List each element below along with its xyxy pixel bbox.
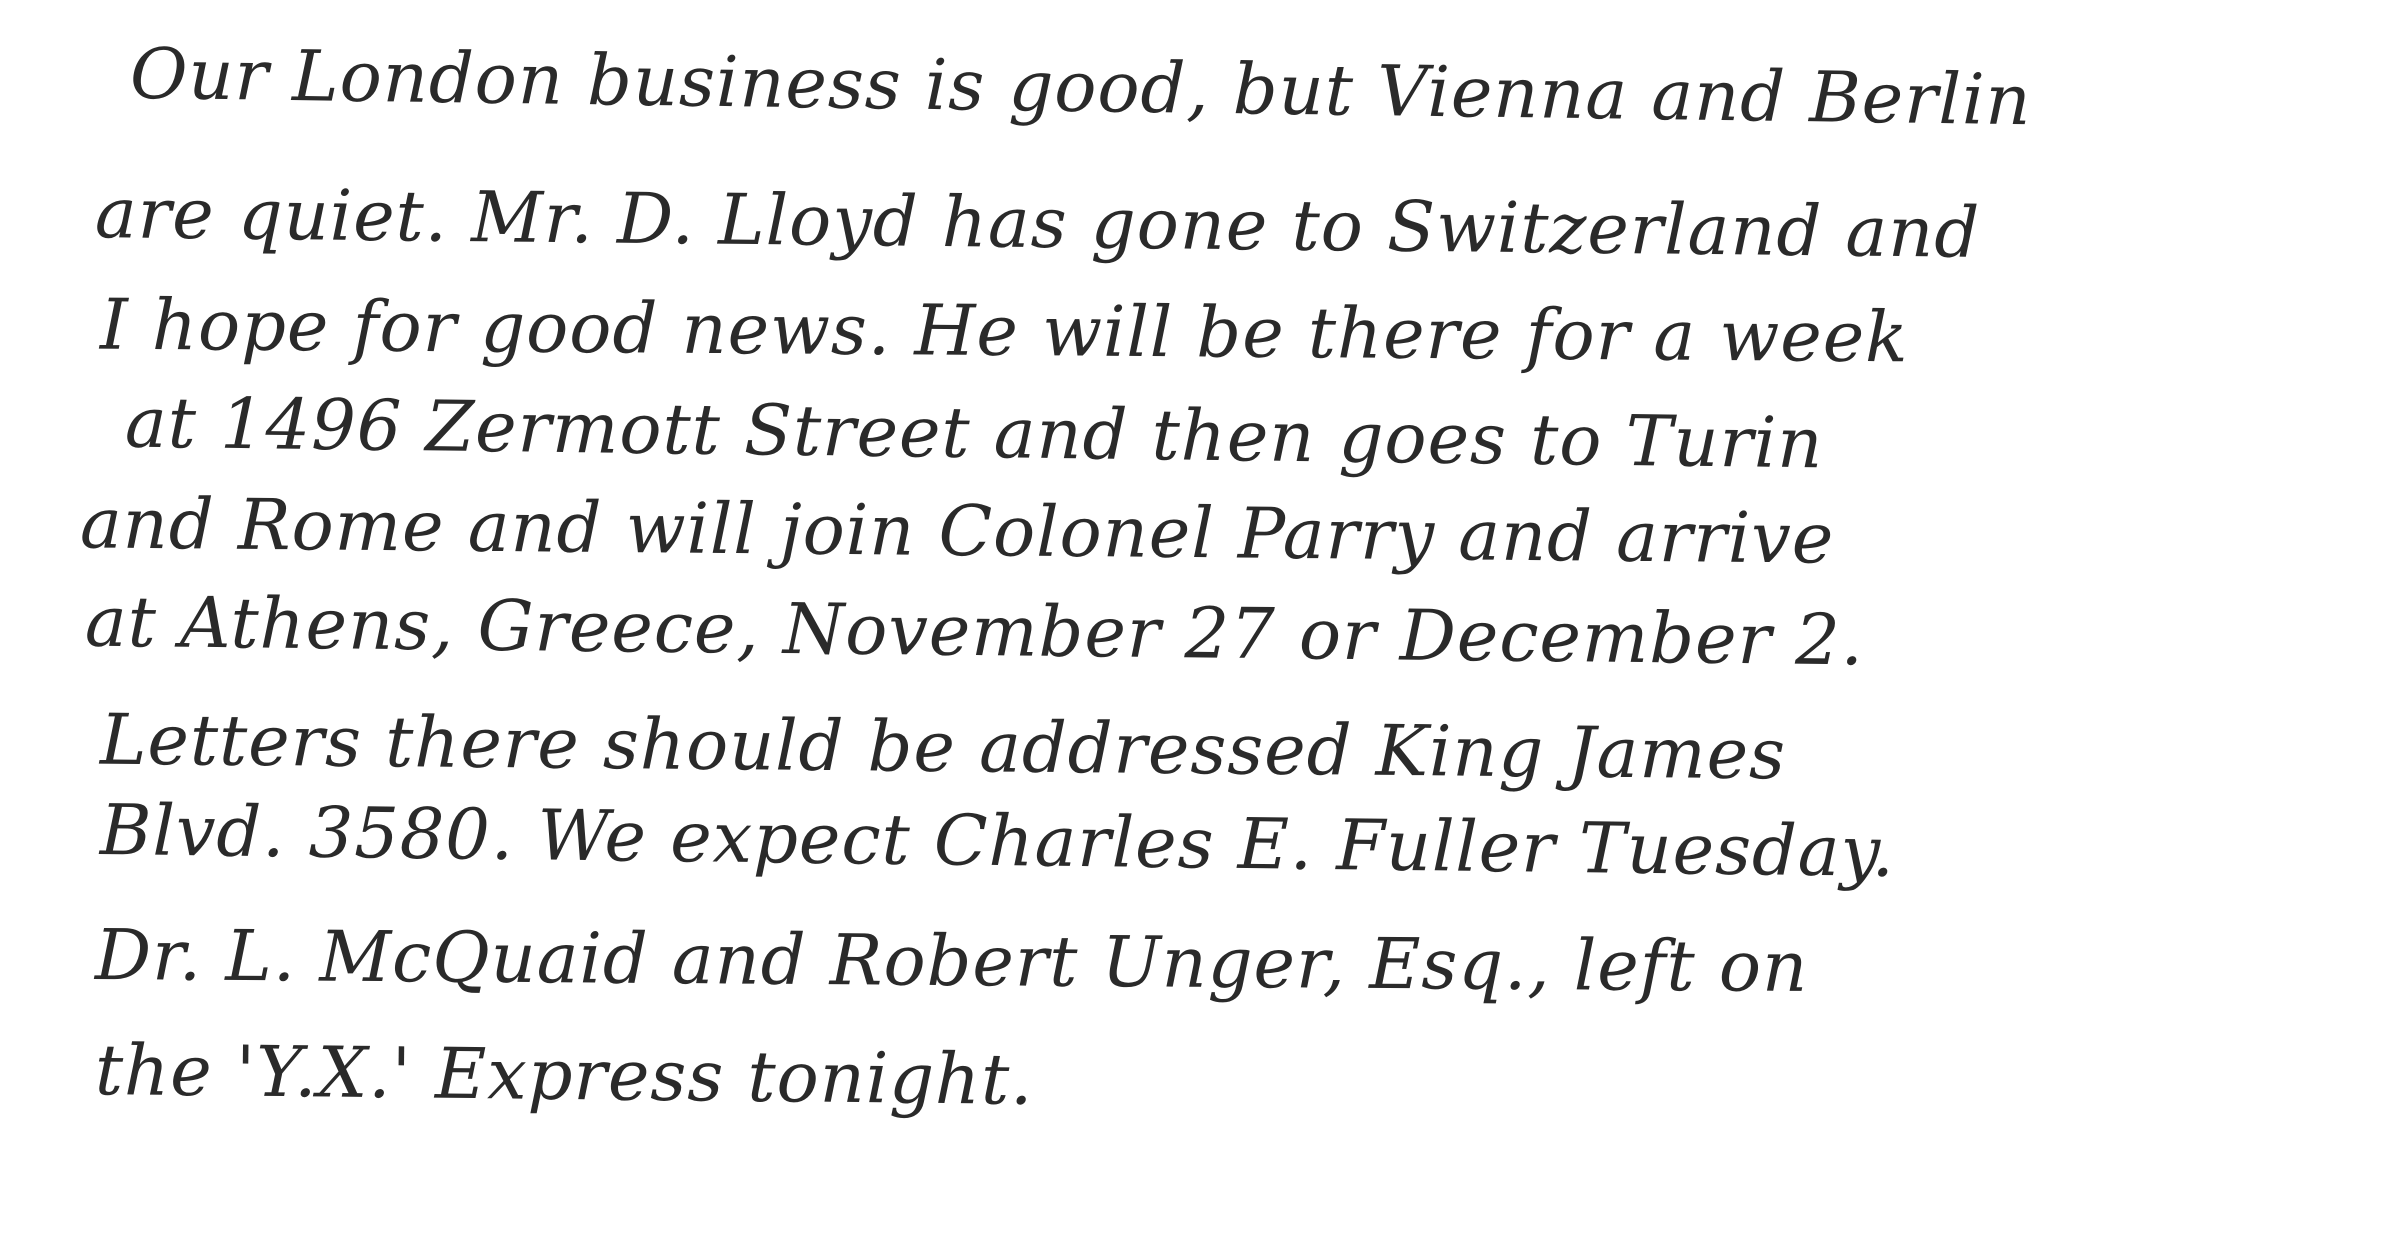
note-line-9: Dr. L. McQuaid and Robert Unger, Esq., left on <box>94 914 1809 1008</box>
note-line-6: at Athens, Greece, November 27 or December 2. <box>84 580 1865 682</box>
note-line-4: at 1496 Zermott Street and then goes to Turin <box>124 381 1824 485</box>
note-line-5: and Rome and will join Colonel Parry and arrive <box>79 482 1835 580</box>
note-line-7: Letters there should be addressed King James <box>99 698 1787 796</box>
note-line-1: Our London business is good, but Vienna and Berlin <box>129 32 2033 142</box>
note-line-10: the 'Y.X.' Express tonight. <box>94 1029 1034 1121</box>
note-line-8: Blvd. 3580. We expect Charles E. Fuller Tuesday. <box>99 789 1896 893</box>
note-line-3: I hope for good news. He will be there for a week <box>99 283 1909 379</box>
note-line-2: are quiet. Mr. D. Lloyd has gone to Switzerland and <box>94 172 1981 274</box>
